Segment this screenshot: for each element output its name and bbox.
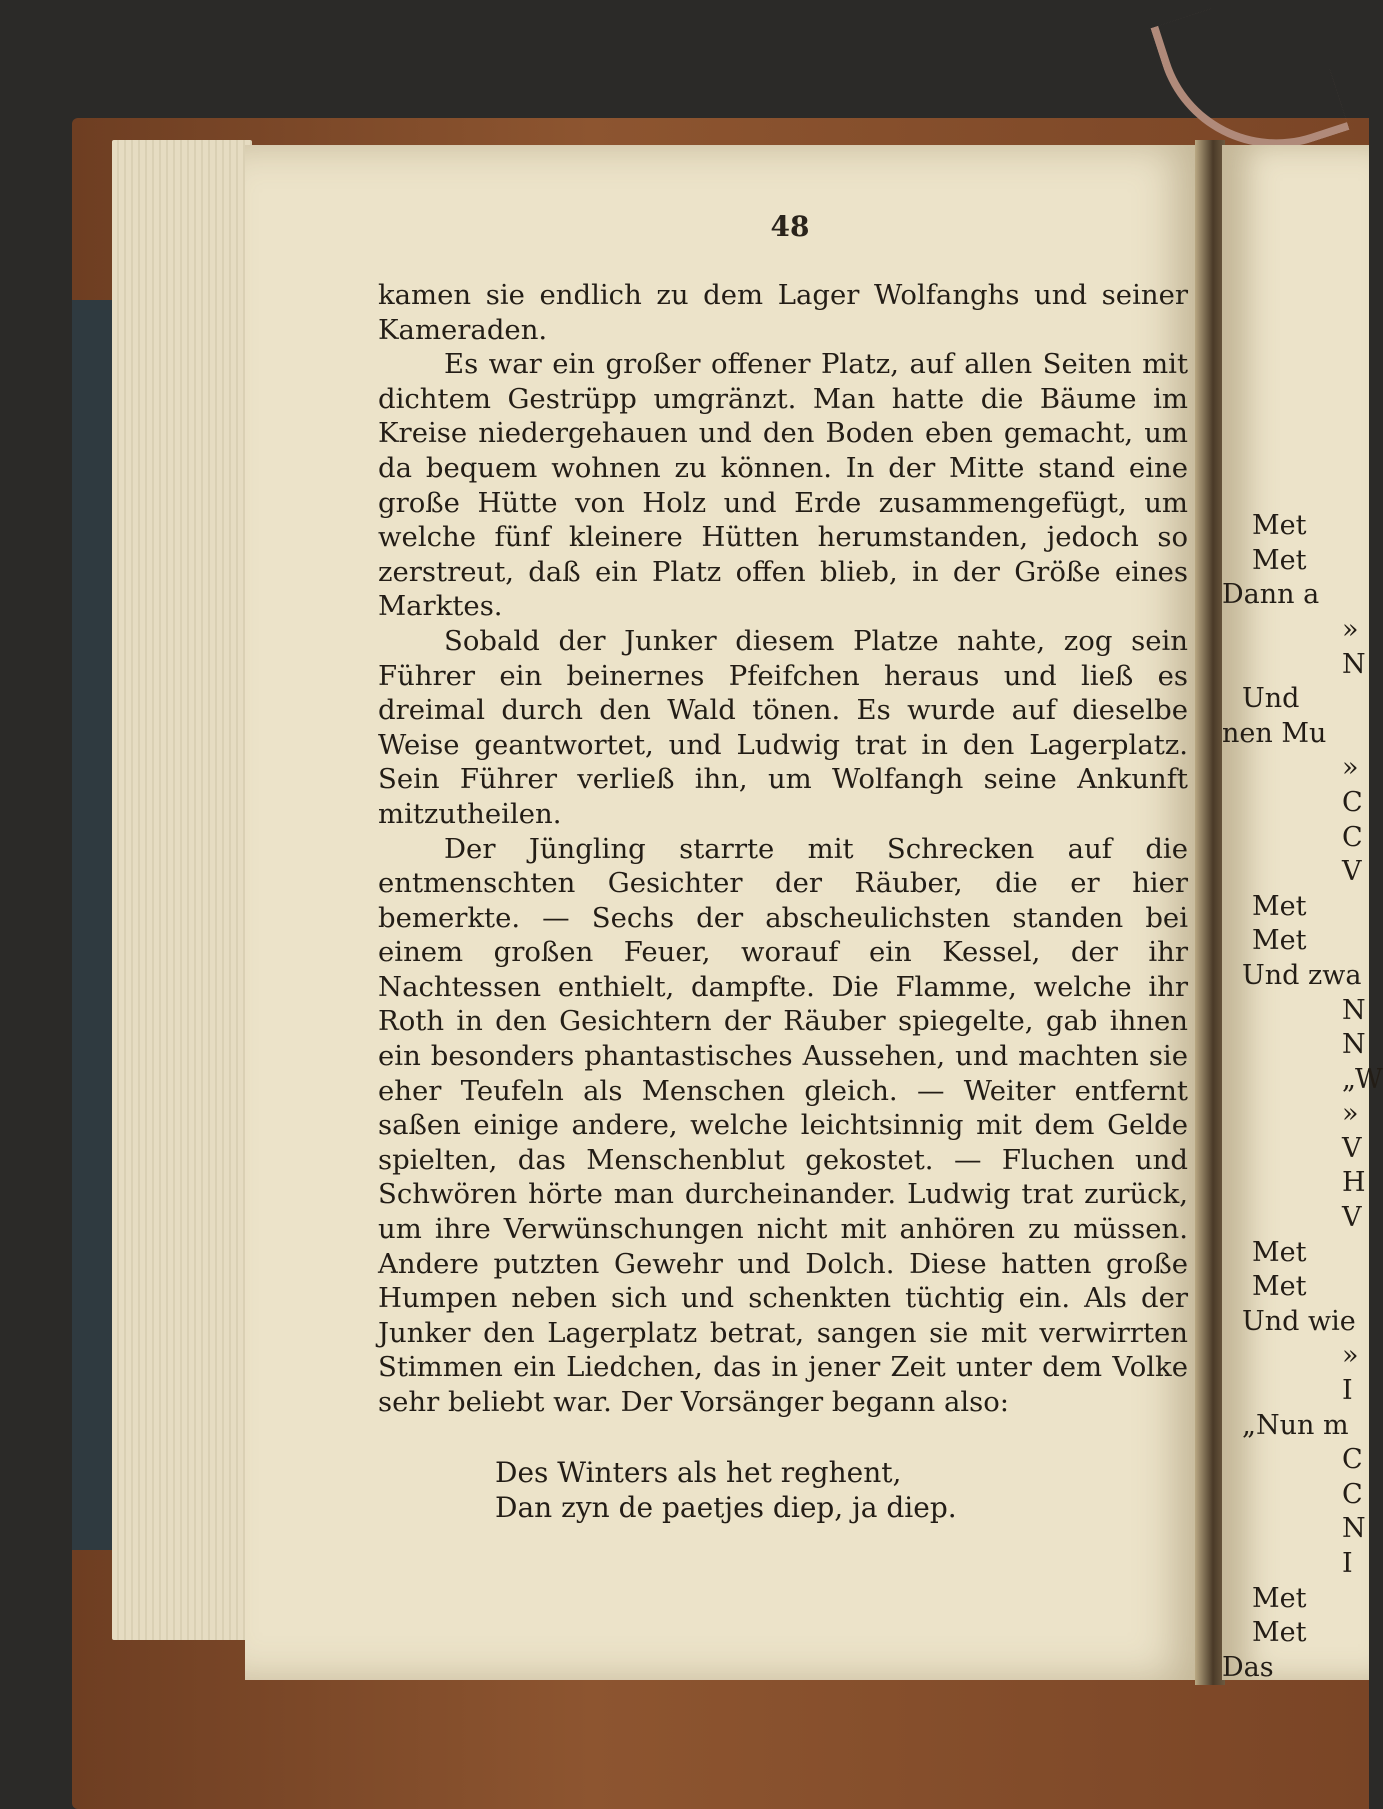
facing-line: Met [1252, 1617, 1307, 1649]
facing-line: » [1342, 613, 1359, 645]
facing-line: » [1342, 1340, 1359, 1372]
facing-line: „W [1342, 1063, 1383, 1095]
facing-line: Met [1252, 544, 1307, 576]
facing-line: Met [1252, 1271, 1307, 1303]
facing-line: Met [1252, 510, 1307, 542]
paragraph: Es war ein großer offener Platz, auf allen Seiten mit dichtem Gestrüpp umgränzt. Man hatte die Bäume im Kreise niedergehauen und den Boden eben gemacht, um da bequem wohnen zu können. In der Mitte stand eine große Hütte von Holz und Erde zusammengefügt, um welche fünf kleinere Hütten herumstanden, jedoch so zerstreut, daß ein Platz offen blieb, in der Größe eines Marktes. [378, 348, 1188, 623]
facing-line: Und zwa [1242, 959, 1362, 991]
facing-line: C [1342, 1444, 1363, 1476]
book-gutter [1195, 140, 1225, 1685]
facing-line: I [1342, 1375, 1353, 1407]
facing-line: C [1342, 1478, 1363, 1510]
facing-line: » [1342, 752, 1359, 784]
facing-line [1222, 475, 1369, 510]
facing-line: C [1342, 821, 1363, 853]
facing-line: V [1342, 1132, 1362, 1164]
facing-line: N [1342, 994, 1366, 1026]
facing-line: I [1342, 1548, 1353, 1579]
facing-line: N [1342, 1513, 1366, 1545]
facing-line: H [1342, 1167, 1366, 1199]
facing-line: N [1342, 648, 1366, 680]
verse-line: Dan zyn de paetjes diep, ja diep. [495, 1491, 957, 1524]
facing-line: Met [1252, 1582, 1307, 1614]
song-verse [495, 1455, 1135, 1525]
verse-line: Des Winters als het reghent, [495, 1456, 902, 1489]
page-body [378, 278, 1188, 1420]
facing-line: » [1342, 1098, 1359, 1130]
paragraph: Der Jüngling starrte mit Schrecken auf die entmenschten Gesichter der Räuber, die er hier bemerkte. — Sechs der abscheulichsten standen bei einem großen Feuer, worauf ein Kessel, der ihr Nachtessen enthielt, dampfte. Die Flamme, welche ihr Roth in den Gesichtern der Räuber spiegelte, gab ihnen ein besonders phantastisches Aussehen, und machten sie eher Teufeln als Menschen gleich. — Weiter entfernt saßen einige andere, welche leichtsinnig mit dem Gelde spielten, das Menschenblut gekostet. — Fluchen und Schwören hörte man durcheinander. Ludwig trat zurück, um ihre Verwünschungen nicht mit anhören zu müssen. Andere putzten Gewehr und Dolch. Diese hatten große Humpen neben sich und schenkten tüchtig ein. Als der Junker den Lagerplatz betrat, sangen sie mit verwirrten Stimmen ein Liedchen, das in jener Zeit unter dem Volke sehr beliebt war. Der Vorsänger begann also: [378, 832, 1188, 1418]
page-number: 48 [770, 210, 810, 243]
paragraph: Sobald der Junker diesem Platze nahte, zog sein Führer ein beinernes Pfeifchen heraus und ließ es dreimal durch den Wald tönen. Es wurde auf dieselbe Weise geantwortet, und Ludwig trat in den Lagerplatz. Sein Führer verließ ihn, um Wolfangh seine Ankunft mitzutheilen. [378, 624, 1188, 830]
facing-line: C [1342, 786, 1363, 818]
facing-line: N [1342, 1029, 1366, 1061]
facing-line: Met [1252, 890, 1307, 922]
facing-line: „Nun m [1242, 1409, 1349, 1441]
facing-page-lines [1222, 440, 1383, 1685]
facing-line: Met [1252, 1236, 1307, 1268]
facing-line: Dann a [1222, 579, 1320, 611]
facing-line: Das [1222, 1651, 1274, 1683]
facing-line: Und [1242, 683, 1300, 715]
facing-line: Met [1252, 925, 1307, 957]
facing-line: nen Mu [1222, 717, 1327, 749]
facing-line: Und wie [1242, 1305, 1356, 1337]
facing-line [1222, 440, 1369, 475]
facing-line: V [1342, 1202, 1362, 1234]
page-edges [112, 140, 252, 1640]
facing-page [1222, 145, 1383, 1683]
cover-corner [72, 300, 112, 1550]
facing-line: V [1342, 856, 1362, 888]
paragraph: kamen sie endlich zu dem Lager Wolfanghs und seiner Kameraden. [378, 279, 1188, 346]
